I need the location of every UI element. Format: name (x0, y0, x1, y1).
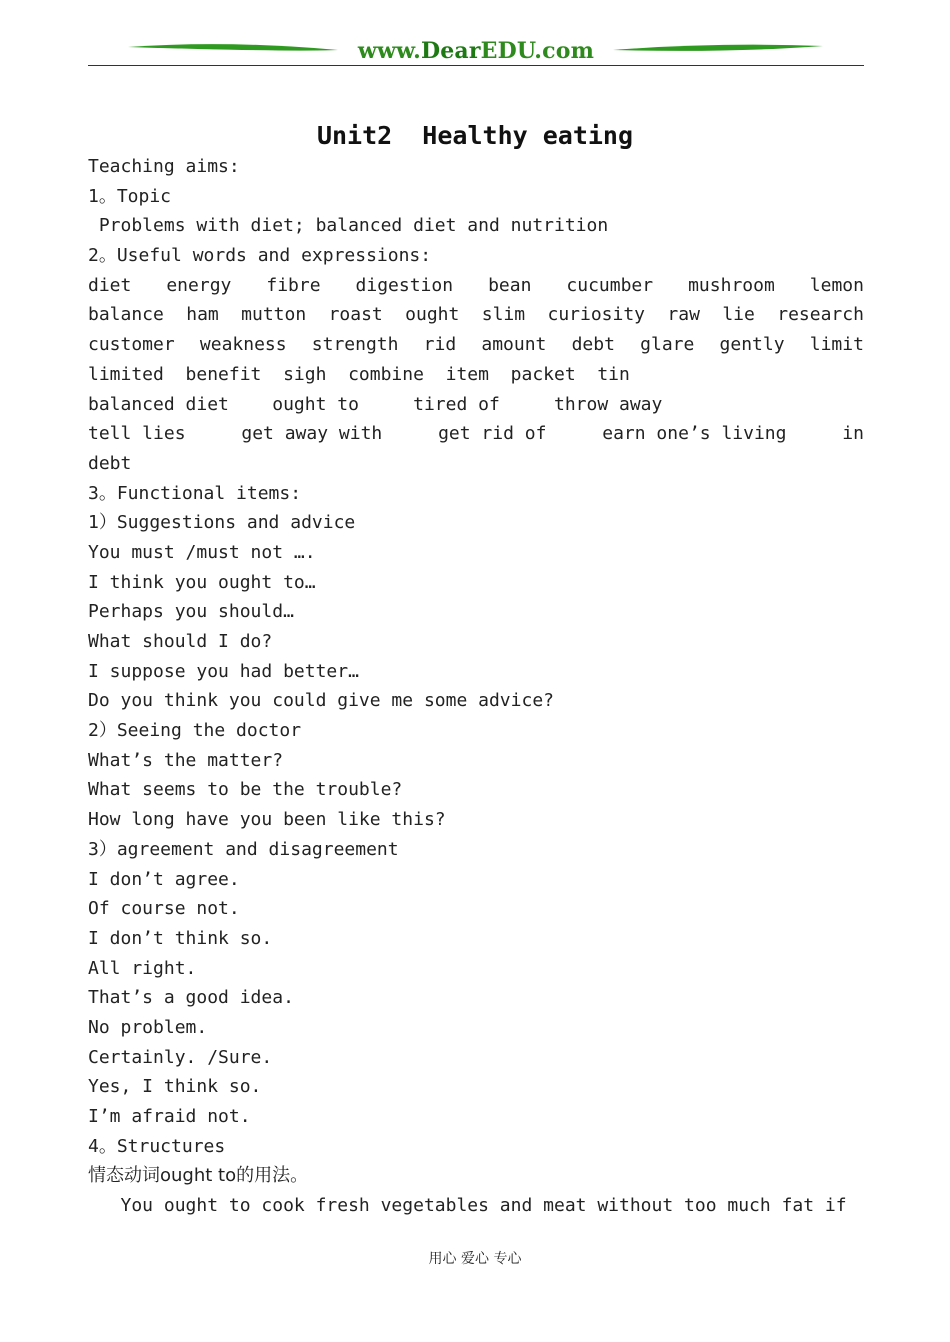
logo-dear: Dear (420, 38, 481, 64)
phrases-row-2 (88, 419, 864, 449)
site-header (88, 34, 864, 68)
words-row-1 (88, 271, 864, 301)
word: mutton (241, 304, 307, 326)
word: cucumber (566, 274, 654, 296)
topic-text: Problems with diet; balanced diet and nutrition (88, 215, 609, 237)
word: lie (722, 304, 755, 326)
word: debt (571, 334, 615, 356)
words-row-4: limited benefit sigh combine item packet tin (88, 363, 630, 385)
suggestion-item: What should I do? (88, 631, 273, 652)
word: weakness (199, 334, 287, 356)
suggestions-heading: 1）Suggestions and advice (88, 512, 356, 534)
phrases-row-1: balanced diet ought to tired of throw away (88, 393, 663, 415)
agreement-item: All right. (88, 957, 197, 979)
agreement-item: No problem. (88, 1016, 208, 1038)
word: mushroom (688, 274, 775, 296)
page-title: Unit2 Healthy eating (316, 121, 634, 150)
doctor-item: What seems to be the trouble? (88, 779, 403, 801)
agreement-item: That’s a good idea. (88, 987, 294, 1009)
agreement-heading: 3）agreement and disagreement (88, 838, 399, 860)
suggestion-item: I suppose you had better… (88, 660, 359, 682)
logo-edu: EDU (480, 38, 535, 64)
word: raw (667, 304, 700, 326)
agreement-item: Certainly. /Sure. (88, 1046, 273, 1068)
teaching-aims-label: Teaching aims: (88, 156, 240, 177)
words-row-3 (88, 330, 864, 360)
word: lemon (809, 274, 864, 296)
agreement-item: I’m afraid not. (88, 1106, 251, 1127)
phrases-row-3: debt (88, 452, 132, 474)
word: balance (88, 304, 164, 326)
topic-heading: 1。Topic (88, 185, 172, 207)
word: ought (405, 304, 460, 326)
suggestion-item: I think you ought to… (88, 571, 316, 593)
word: energy (166, 274, 232, 296)
suggestion-item: Do you think you could give me some advice? (88, 690, 554, 712)
phrase: earn one’s living (602, 423, 787, 445)
word: gently (719, 334, 785, 356)
agreement-item: Of course not. (88, 898, 240, 920)
phrase: in (842, 423, 864, 445)
logo-www: www. (357, 38, 421, 64)
header-rule (88, 65, 864, 66)
phrase: get away with (241, 423, 383, 445)
doctor-item: How long have you been like this? (88, 809, 446, 831)
word: research (777, 304, 864, 326)
word: bean (488, 274, 532, 296)
word: ham (186, 304, 219, 326)
structures-note: 情态动词ought to的用法。 (88, 1165, 309, 1187)
page-footer: 用心 爱心 专心 (428, 1251, 522, 1267)
word: fibre (266, 274, 321, 296)
phrase: get rid of (438, 423, 547, 445)
words-row-2 (88, 300, 864, 330)
agreement-item: I don’t agree. (88, 868, 240, 890)
doctor-item: What’s the matter? (88, 749, 284, 771)
example-sentence: You ought to cook fresh vegetables and meat without too much fat if (88, 1195, 847, 1217)
doctor-heading: 2）Seeing the doctor (88, 720, 302, 742)
word: curiosity (547, 304, 646, 326)
word: digestion (355, 274, 454, 296)
words-heading: 2。Useful words and expressions: (88, 245, 432, 267)
word: amount (481, 334, 547, 356)
structures-heading: 4。Structures (88, 1135, 226, 1157)
agreement-item: I don’t think so. (88, 927, 273, 949)
site-logo[interactable] (88, 38, 864, 64)
agreement-item: Yes, I think so. (88, 1076, 262, 1098)
word: slim (481, 304, 526, 326)
word: customer (88, 334, 175, 356)
word: roast (328, 304, 383, 326)
word: diet (88, 274, 132, 296)
word: rid (423, 334, 457, 356)
functional-heading: 3。Functional items: (88, 482, 302, 504)
word: glare (640, 334, 695, 356)
phrase: tell lies (88, 423, 186, 445)
logo-com: .com (534, 38, 595, 64)
word: limit (809, 334, 864, 356)
suggestion-item: Perhaps you should… (88, 601, 294, 623)
word: strength (311, 334, 399, 356)
suggestion-item: You must /must not …. (88, 541, 316, 563)
document-body (88, 152, 864, 1221)
